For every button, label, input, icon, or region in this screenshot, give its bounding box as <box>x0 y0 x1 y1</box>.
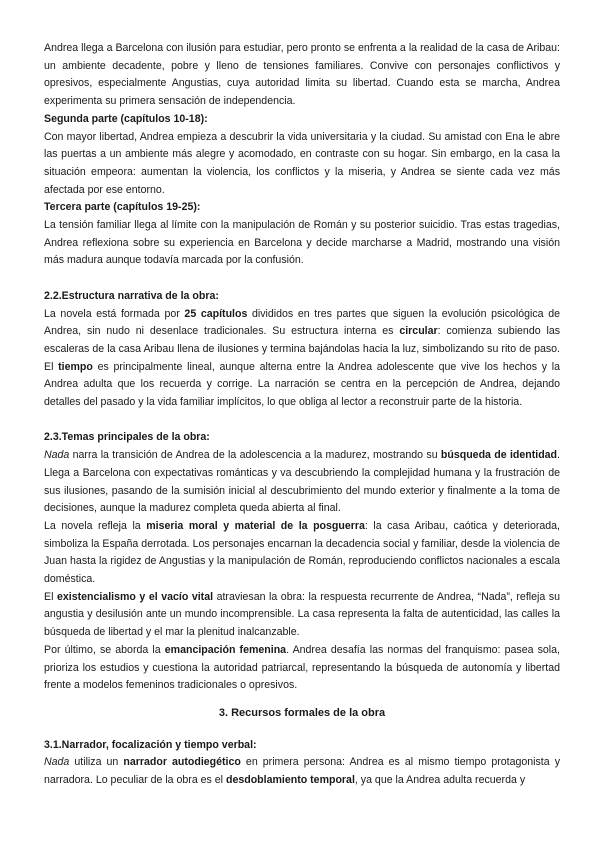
themes-paragraph-postwar: La novela refleja la miseria moral y material de la posguerra: la casa Aribau, caótica y deteriorada, simboliza la España derrotada. Los personajes encarnan la decadencia social y familiar, desde la violencia de Juan hasta la rigidez de Angustias y la manipulación de Román, reproduciendo conflictos nacionales a escala doméstica. <box>44 519 560 586</box>
part3-heading: Tercera parte (capítulos 19-25): <box>44 201 201 214</box>
themes-paragraph-identity: Nada narra la transición de Andrea de la adolescencia a la madurez, mostrando su búsqueda de identidad. Llega a Barcelona con expectativas románticas y va descubriendo la complejidad humana y la frustración de sus ilusiones, pasando de la sumisión inicial al descubrimiento del mundo exterior y finalmente a la toma de decisiones, aunque la madurez completa queda abierta al final. <box>44 449 560 515</box>
section-3-1-heading: 3.1.Narrador, focalización y tiempo verbal: <box>44 738 257 751</box>
section-2-2-heading: 2.2.Estructura narrativa de la obra: <box>44 289 219 302</box>
themes-paragraph-emancipation: Por último, se aborda la emancipación femenina. Andrea desafía las normas del franquismo: pasea sola, prioriza los estudios y cuestiona la autoridad patriarcal, representando la búsqueda de autonomía y libertad frente a modelos femeninos tradicionales o opresivos. <box>44 643 560 692</box>
section-3-title: 3. Recursos formales de la obra <box>218 706 386 719</box>
section-2-2-paragraph: La novela está formada por 25 capítulos divididos en tres partes que siguen la evolución psicológica de Andrea, sin nudo ni desenlace tradicionales. Su estructura interna es circular: comienza subiendo las escaleras de la casa Aribau llena de ilusiones y termina bajándolas hacia la luz, simbolizando su rito de paso. El tiempo es principalmente lineal, aunque alterna entre la Andrea adolescente que vive los hechos y la Andrea adulta que los recuerda y corrige. La narración se centra en la percepción de Andrea, dejando detalles del pasado y la vida familiar implícitos, lo que obliga al lector a reconstruir parte de la historia. <box>44 307 561 409</box>
intro-paragraph: Andrea llega a Barcelona con ilusión para estudiar, pero pronto se enfrenta a la realidad de la casa de Aribau: un ambiente decadente, pobre y lleno de tensiones familiares. Convive con personajes conflictivos y opresivos, especialmente Angustias, cuya autoridad limita su libertad. Cuando esta se marcha, Andrea experimenta su primera sensación de independencia. <box>44 42 560 108</box>
section-3-1-paragraph: Nada utiliza un narrador autodiegético en primera persona: Andrea es al mismo tiempo protagonista y narradora. Lo peculiar de la obra es el desdoblamiento temporal, ya que la Andrea adulta recuerda y <box>44 756 560 787</box>
part2-paragraph: Con mayor libertad, Andrea empieza a descubrir la vida universitaria y la ciudad. Su amistad con Ena le abre las puertas a un ambiente más alegre y acomodado, en contraste con su hogar. Sin embargo, en la casa la situación empeora: aumentan la violencia, los conflictos y la miseria, y Andrea se siente cada vez más afectada por ese entorno. <box>44 130 560 196</box>
section-2-3-heading: 2.3.Temas principales de la obra: <box>44 431 210 444</box>
spacer <box>44 270 560 288</box>
part2-heading: Segunda parte (capítulos 10-18): <box>44 112 208 125</box>
themes-paragraph-existentialism: El existencialismo y el vacío vital atraviesan la obra: la respuesta recurrente de Andrea, “Nada”, refleja su angustia y desilusión ante un mundo incomprensible. La casa representa la falta de autenticidad, las calles la búsqueda de libertad y el mar la plenitud inalcanzable. <box>44 590 560 639</box>
part3-paragraph: La tensión familiar llega al límite con la manipulación de Román y su posterior suicidio. Tras estas tragedias, Andrea reflexiona sobre su experiencia en Barcelona y decide marcharse a Madrid, mostrando una visión más madura aunque todavía marcada por la confusión. <box>44 219 560 267</box>
spacer <box>44 412 560 430</box>
